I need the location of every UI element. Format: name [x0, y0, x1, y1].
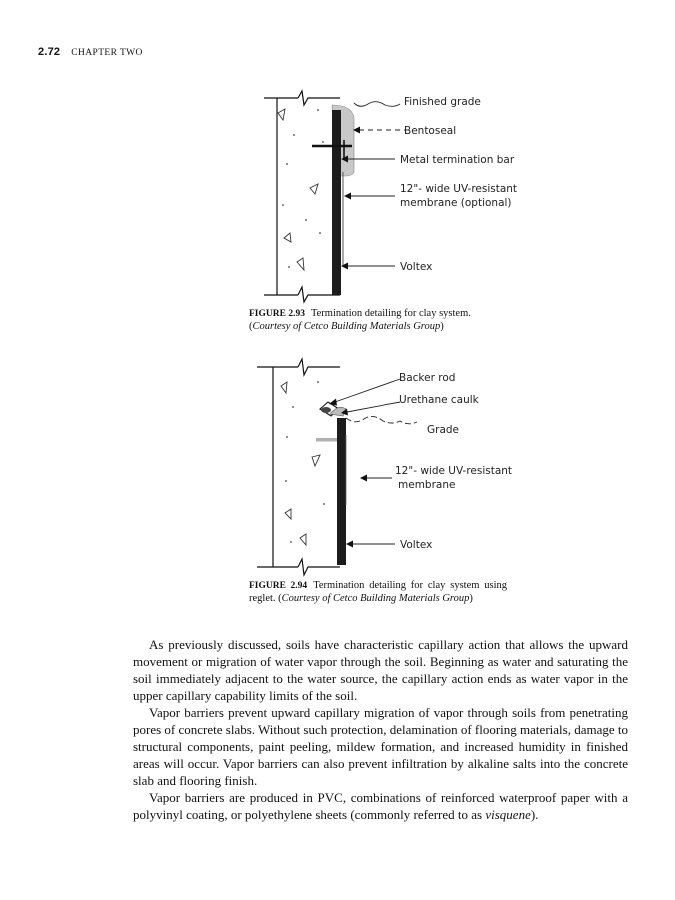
label-membrane-line1: 12"- wide UV-resistant	[395, 465, 513, 477]
label-membrane-line2: membrane (optional)	[400, 197, 512, 209]
caption-text: Termination detailing for clay system.	[310, 308, 471, 319]
caption-courtesy: Courtesy of Cetco Building Materials Group	[252, 320, 441, 332]
label-finished-grade: Finished grade	[404, 96, 481, 108]
caption-courtesy: Courtesy of Cetco Building Materials Group	[281, 592, 470, 604]
chapter-title: CHAPTER TWO	[71, 48, 143, 58]
page-number: 2.72	[38, 46, 61, 58]
figure-2-94-diagram	[240, 355, 540, 580]
label-urethane-caulk: Urethane caulk	[399, 394, 479, 406]
label-membrane-line1: 12"- wide UV-resistant	[400, 183, 518, 195]
label-grade: Grade	[427, 424, 460, 436]
figure-number: FIGURE 2.93	[249, 309, 305, 319]
paragraph: As previously discussed, soils have characteristic capillary action that allows the upward movement or migration of water vapor through the soil. Beginning as water and saturating the soil immediately adjacent to the water source, the capillary action ends as water vapor in the upper capillary capability limits of the soil.	[133, 637, 628, 703]
body-text	[133, 636, 628, 823]
paragraph: Vapor barriers are produced in PVC, combinations of reinforced waterproof paper with a polyvinyl coating, or polyethylene sheets (commonly referred to as visquene).	[133, 790, 628, 822]
paragraph: Vapor barriers prevent upward capillary migration of vapor through soils from penetrating pores of concrete slabs. Without such protection, delamination of flooring materials, damage to structural components, paint peeling, mildew formation, and increased humidity in finished areas will occur. Vapor barriers can also prevent infiltration by alkaline salts into the concrete slab and flooring finish.	[133, 705, 628, 788]
running-header	[38, 46, 143, 58]
figure-2-94-caption: FIGURE 2.94 Termination detailing for clay system using reglet. (Courtesy of Cetco Building Materials Group)	[249, 580, 508, 604]
label-bentoseal: Bentoseal	[404, 125, 457, 137]
caption-text: Termination detailing for clay system using reglet.	[249, 580, 508, 604]
figure-2-93-caption: FIGURE 2.93 Termination detailing for clay system. (Courtesy of Cetco Building Materials Group)	[249, 308, 471, 332]
label-voltex: Voltex	[400, 261, 433, 273]
label-metal-termination-bar: Metal termination bar	[400, 154, 515, 166]
label-backer-rod: Backer rod	[399, 372, 456, 384]
figure-number: FIGURE 2.94	[249, 581, 308, 591]
label-membrane-line2: membrane	[398, 479, 456, 491]
figure-2-93-diagram	[240, 80, 540, 305]
label-voltex: Voltex	[400, 539, 433, 551]
emphasis-term: visquene	[485, 807, 531, 822]
